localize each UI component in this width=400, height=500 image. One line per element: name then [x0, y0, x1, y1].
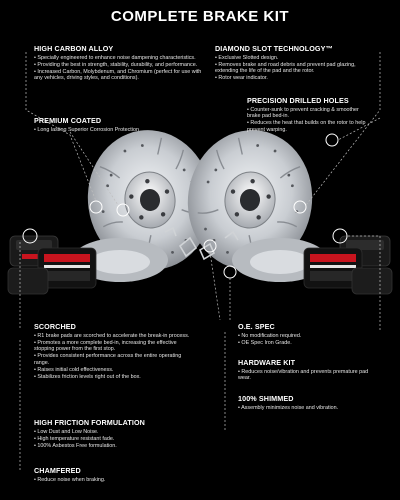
feature-bullet: • High temperature resistant fade.: [34, 436, 115, 442]
feature-bullet: • Provides consistent performance across the entire operating range.: [34, 353, 182, 366]
feature-bullet: • Promotes a more complete bed-in, increasing the effective stopping power from the first stop.: [34, 340, 177, 353]
feature-heading: HIGH CARBON ALLOY: [34, 44, 114, 53]
feature-heading: PRECISION DRILLED HOLES: [247, 96, 349, 105]
feature-bullet: • Exclusive Slotted design.: [215, 55, 279, 61]
feature-hardware-kit: [238, 358, 378, 382]
feature-100-shimmed: [238, 394, 388, 412]
right-brake-pads: [304, 236, 392, 294]
feature-heading: HARDWARE KIT: [238, 358, 296, 367]
feature-chamfered: [34, 466, 194, 484]
feature-scorched: [34, 322, 194, 381]
feature-bullet: • Reduces noise/vibration and prevents premature pad wear.: [238, 369, 369, 382]
feature-high-carbon-alloy: [34, 44, 204, 82]
feature-bullet: • Reduce noise when braking.: [34, 477, 106, 483]
feature-high-friction-formulation: [34, 418, 194, 450]
left-brake-pads: [8, 236, 96, 294]
feature-bullet: • 100% Asbestos Free formulation.: [34, 443, 117, 449]
feature-premium-coated: [34, 116, 184, 134]
feature-diamond-slot-technology: [215, 44, 375, 82]
feature-bullet: • R1 brake pads are scorched to accelerate the break-in process.: [34, 333, 190, 339]
feature-bullet: • Reduces the heat that builds on the rotor to help prevent warping.: [247, 120, 366, 133]
feature-bullet: • Counter-sunk to prevent cracking & smoother brake pad bed-in.: [247, 107, 359, 120]
feature-heading: HIGH FRICTION FORMULATION: [34, 418, 145, 427]
feature-oe-spec: [238, 322, 378, 347]
feature-bullet: • Rotor wear indicator.: [215, 75, 268, 82]
feature-bullet: • Removes brake and road debris and prevent pad glazing, extending the life of the pad and the rotor.: [215, 62, 356, 75]
feature-bullet: • Long lasting Superior Corrosion Protection: [34, 127, 139, 133]
feature-bullet: • Increased Carbon, Molybdenum, and Chromium (perfect for use with any vehicles, driving styles, and conditions).: [34, 69, 202, 82]
feature-heading: 100% SHIMMED: [238, 394, 294, 403]
feature-heading: CHAMFERED: [34, 466, 81, 475]
feature-bullet: • Low Dust and Low Noise.: [34, 429, 99, 435]
feature-heading: DIAMOND SLOT TECHNOLOGY™: [215, 44, 333, 53]
page-title: COMPLETE BRAKE KIT: [110, 8, 290, 25]
feature-precision-drilled-holes: [247, 96, 367, 134]
feature-bullet: • Stabilizes friction levels right out of the box.: [34, 373, 141, 380]
feature-heading: PREMIUM COATED: [34, 116, 102, 125]
feature-bullet: • Assembly minimizes noise and vibration.: [238, 405, 339, 411]
feature-bullet: • Providing the best in strength, stability, durability, and performance.: [34, 62, 198, 68]
feature-heading: SCORCHED: [34, 322, 76, 331]
feature-bullet: • Specially engineered to enhance noise dampening characteristics.: [34, 55, 196, 61]
feature-bullet: • No modification required.: [238, 333, 302, 339]
feature-bullet: • Raises initial cold effectiveness.: [34, 366, 114, 373]
feature-heading: O.E. SPEC: [238, 322, 275, 331]
feature-bullet: • OE Spec Iron Grade.: [238, 340, 292, 346]
